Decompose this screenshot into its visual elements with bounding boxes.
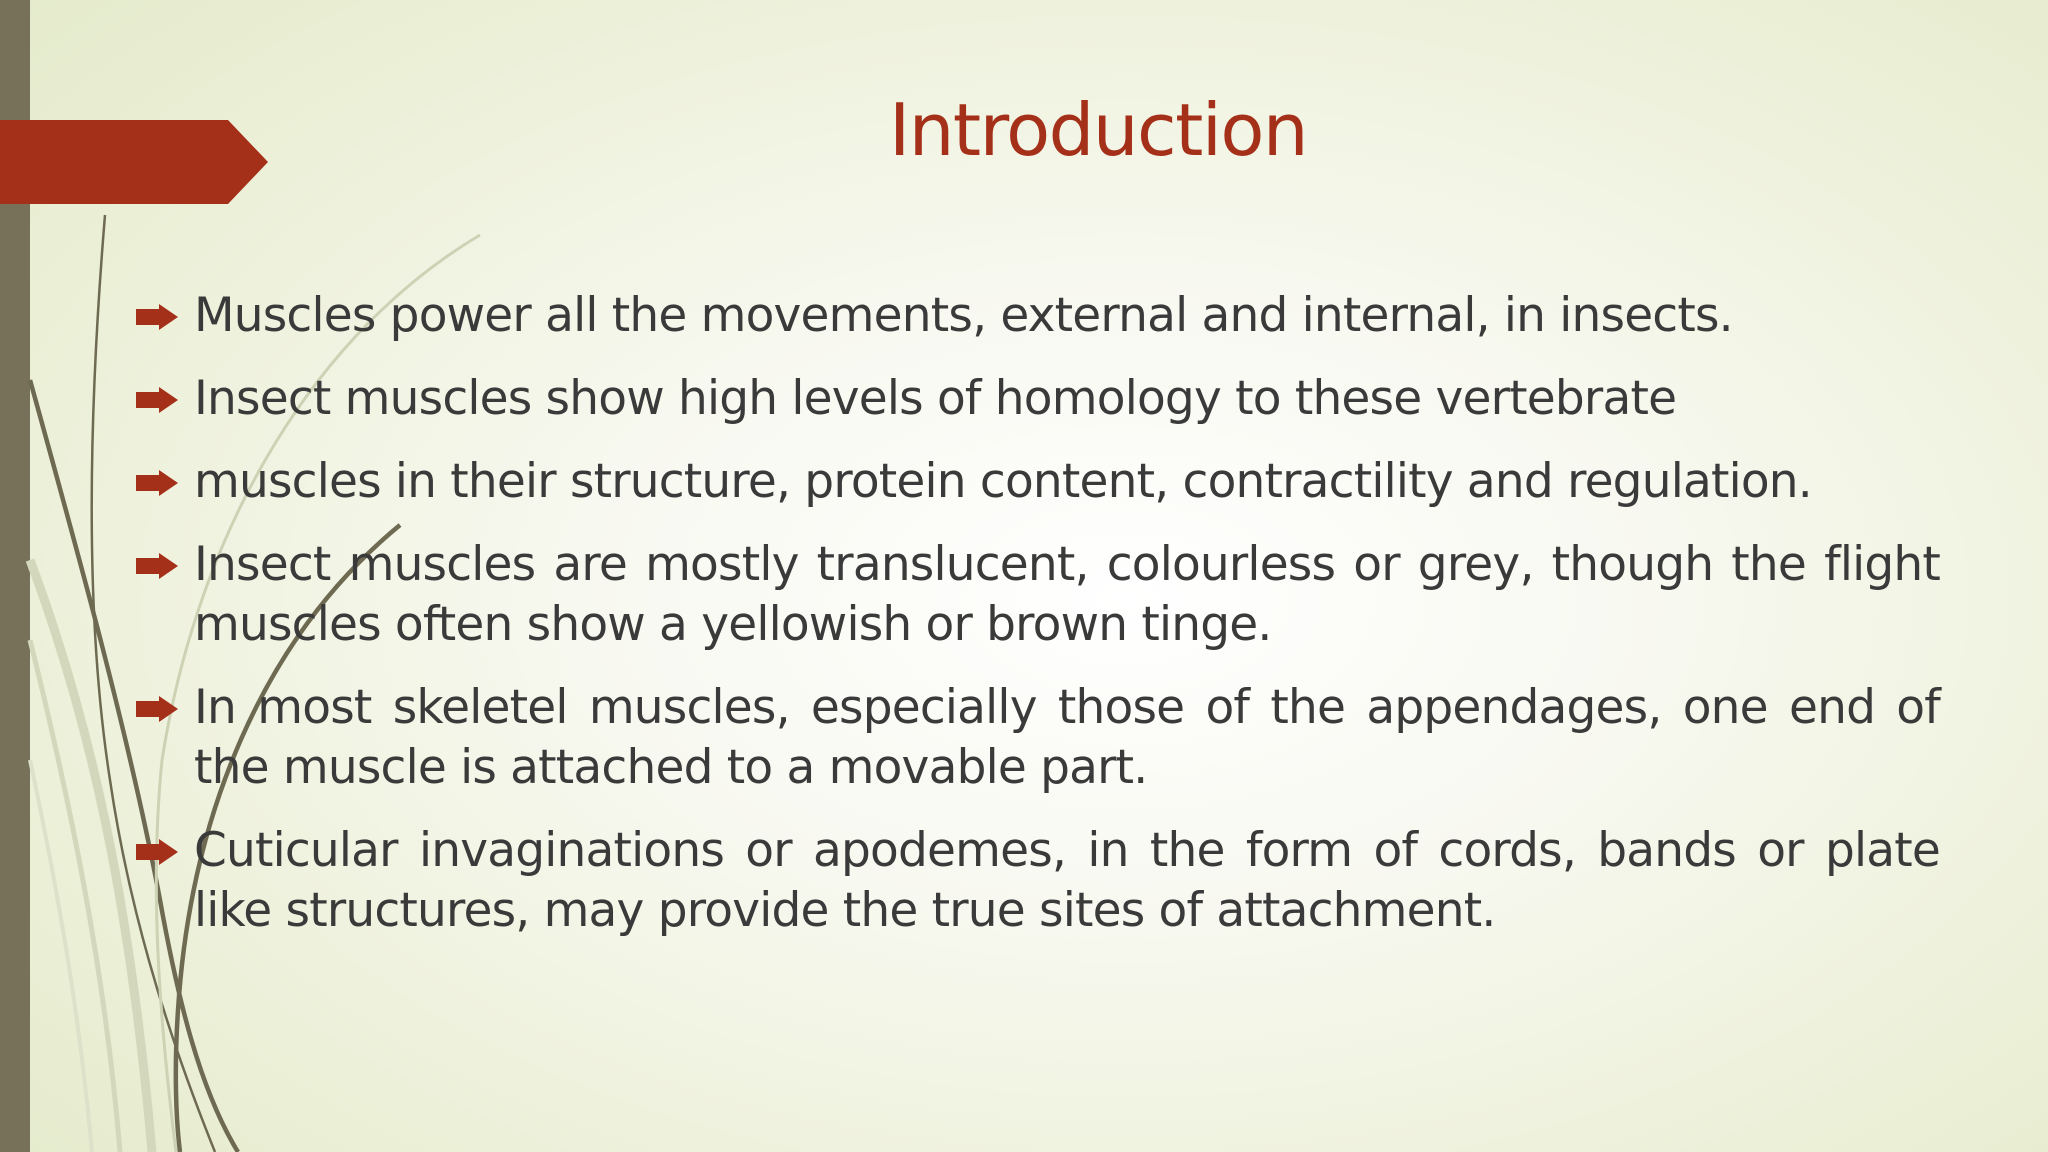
bullet-text: Insect muscles are mostly translucent, colourless or grey, though the flight muscles often show a yellowish or brown tinge.	[194, 537, 1940, 652]
bullet-item	[136, 678, 1940, 798]
bullet-text: muscles in their structure, protein content, contractility and regulation.	[194, 454, 1812, 509]
bullet-text: In most skeletel muscles, especially those of the appendages, one end of the muscle is attached to a movable part.	[194, 680, 1940, 795]
arrow-bullet-icon	[136, 387, 178, 413]
bullet-text: Muscles power all the movements, external and internal, in insects.	[194, 288, 1733, 343]
bullet-text: Cuticular invaginations or apodemes, in the form of cords, bands or plate like structures, may provide the true sites of attachment.	[194, 823, 1940, 938]
bullet-item	[136, 369, 1940, 429]
arrow-bullet-icon	[136, 470, 178, 496]
arrow-bullet-icon	[136, 839, 178, 865]
bullet-item	[136, 821, 1940, 941]
bullet-item	[136, 286, 1940, 346]
arrow-bullet-icon	[136, 304, 178, 330]
slide-title: Introduction	[888, 88, 1308, 172]
bullet-item	[136, 535, 1940, 655]
arrow-bullet-icon	[136, 553, 178, 579]
title-banner-shape	[0, 0, 280, 220]
bullet-item	[136, 452, 1940, 512]
bullet-text: Insect muscles show high levels of homology to these vertebrate	[194, 371, 1677, 426]
arrow-bullet-icon	[136, 696, 178, 722]
bullet-list	[136, 286, 1940, 964]
